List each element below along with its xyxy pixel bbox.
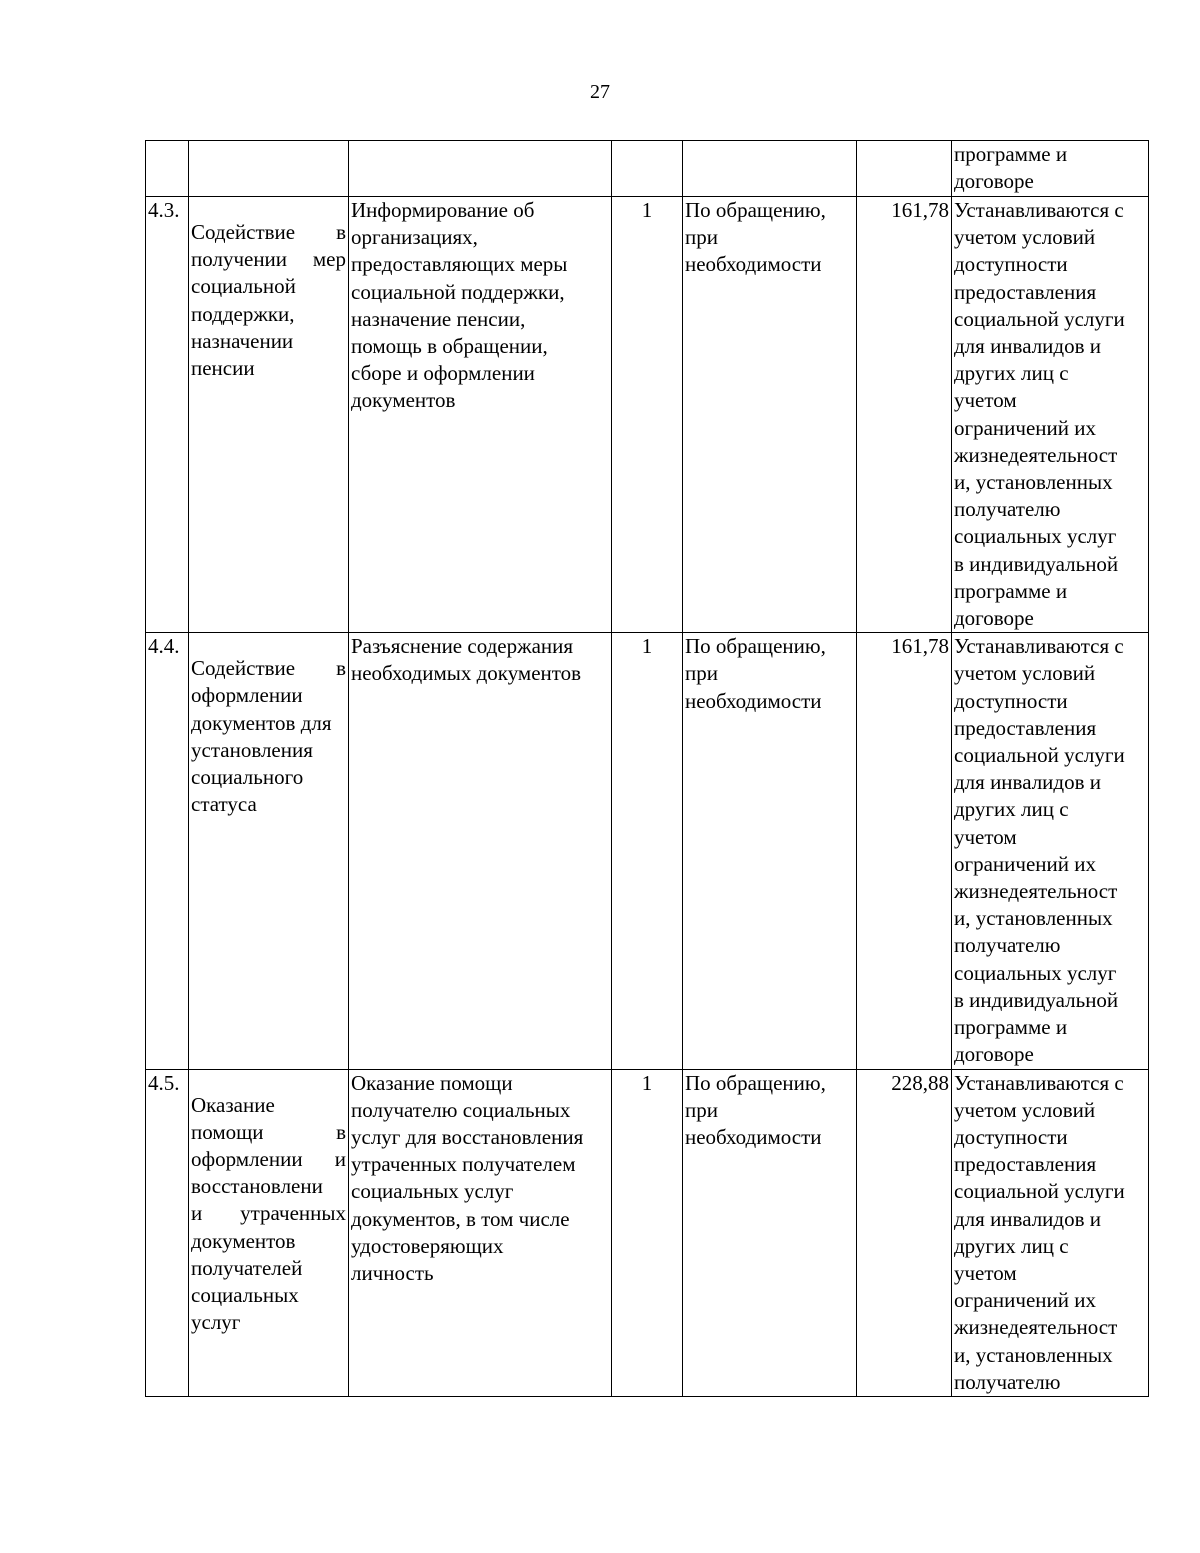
- conditions-line: Устанавливаются с: [954, 198, 1124, 222]
- service-conditions: [952, 633, 1149, 1069]
- conditions-line: получателю: [954, 497, 1061, 522]
- periodicity-line: По обращению,: [685, 1070, 826, 1095]
- periodicity-line: По обращению,: [685, 198, 826, 222]
- conditions-line: ограничений их: [954, 1288, 1096, 1313]
- description-line: Оказание помощи: [351, 1070, 513, 1095]
- name-line: Оказание: [191, 1092, 275, 1117]
- conditions-line: других лиц с: [954, 797, 1069, 822]
- conditions-line: учетом условий: [954, 225, 1096, 250]
- name-line: назначении: [191, 328, 294, 353]
- table-row: [146, 1069, 1149, 1396]
- service-description: [349, 1069, 612, 1396]
- row-number: 4.4.: [146, 633, 189, 1069]
- conditions-line: получателю: [954, 933, 1061, 958]
- description-line: сборе и оформлении: [351, 361, 535, 386]
- table-row-continuation: [146, 141, 1149, 197]
- name-line: пенсии: [191, 356, 255, 381]
- service-price: 228,88: [857, 1069, 952, 1396]
- service-conditions: [952, 1069, 1149, 1396]
- conditions-line: и, установленных: [954, 470, 1113, 495]
- conditions-line: получателю: [954, 1369, 1061, 1394]
- periodicity-line: необходимости: [685, 688, 822, 713]
- name-line: документов: [191, 1228, 296, 1253]
- conditions-line: жизнедеятельност: [954, 442, 1118, 467]
- service-periodicity: [683, 1069, 857, 1396]
- row-number: 4.5.: [146, 1069, 189, 1396]
- service-quantity: 1: [612, 633, 683, 1069]
- description-line: помощь в обращении,: [351, 334, 548, 359]
- name-line: восстановлени: [191, 1174, 323, 1199]
- conditions-line: для инвалидов и: [954, 770, 1101, 795]
- service-name: [189, 1069, 349, 1396]
- conditions-line: программе и: [954, 1015, 1068, 1040]
- conditions-line: других лиц с: [954, 361, 1069, 386]
- row-number: 4.3.: [146, 197, 189, 633]
- description-line: документов, в том числе: [351, 1206, 570, 1231]
- name-line: оформлении: [191, 683, 303, 708]
- description-line: Разъяснение содержания: [351, 634, 574, 659]
- name-line: документов для: [191, 710, 332, 735]
- periodicity-line: при: [685, 1097, 718, 1122]
- name-line: оформлении и: [191, 1146, 346, 1171]
- conditions-line: социальной услуги: [954, 743, 1125, 768]
- service-periodicity: [683, 633, 857, 1069]
- name-line: социального: [191, 765, 304, 790]
- conditions-line: социальных услуг: [954, 524, 1117, 549]
- periodicity-line: при: [685, 661, 718, 686]
- conditions-line: договоре: [954, 169, 1034, 194]
- service-name: [189, 633, 349, 1069]
- conditions-line: учетом: [954, 388, 1017, 413]
- service-quantity: 1: [612, 1069, 683, 1396]
- name-line: помощи в: [191, 1119, 346, 1144]
- conditions-line: предоставления: [954, 279, 1097, 304]
- page-number: 27: [590, 81, 610, 103]
- conditions-line: программе и: [954, 578, 1068, 603]
- description-line: личность: [351, 1260, 434, 1285]
- service-quantity: 1: [612, 197, 683, 633]
- name-line: Содействие в: [191, 656, 346, 681]
- table-row: [146, 633, 1149, 1069]
- conditions-line: других лиц с: [954, 1233, 1069, 1258]
- description-line: документов: [351, 388, 456, 413]
- name-line: и утраченных: [191, 1201, 346, 1226]
- conditions-line: учетом: [954, 824, 1017, 849]
- service-description: [349, 197, 612, 633]
- table-row: [146, 197, 1149, 633]
- conditions-line: доступности: [954, 688, 1068, 713]
- description-line: услуг для восстановления: [351, 1124, 584, 1149]
- cell-description: [349, 141, 612, 197]
- description-line: Информирование об: [351, 198, 535, 222]
- cell-num: [146, 141, 189, 197]
- cell-periodicity: [683, 141, 857, 197]
- cell-name: [189, 141, 349, 197]
- name-line: Содействие в: [191, 220, 346, 244]
- conditions-line: социальной услуги: [954, 306, 1125, 331]
- description-line: назначение пенсии,: [351, 306, 526, 331]
- description-line: предоставляющих меры: [351, 252, 568, 277]
- periodicity-line: необходимости: [685, 252, 822, 277]
- cell-conditions: [952, 141, 1149, 197]
- name-line: установления: [191, 737, 313, 762]
- conditions-line: доступности: [954, 1124, 1068, 1149]
- periodicity-line: необходимости: [685, 1124, 822, 1149]
- name-line: социальных: [191, 1282, 299, 1307]
- cell-quantity: [612, 141, 683, 197]
- conditions-line: для инвалидов и: [954, 334, 1101, 359]
- cell-price: [857, 141, 952, 197]
- conditions-line: для инвалидов и: [954, 1206, 1101, 1231]
- conditions-line: договоре: [954, 606, 1034, 631]
- description-line: социальной поддержки,: [351, 279, 565, 304]
- description-line: получателю социальных: [351, 1097, 571, 1122]
- conditions-line: предоставления: [954, 1152, 1097, 1177]
- conditions-line: учетом условий: [954, 661, 1096, 686]
- periodicity-line: По обращению,: [685, 634, 826, 659]
- service-name: [189, 197, 349, 633]
- conditions-line: ограничений их: [954, 415, 1096, 440]
- conditions-line: в индивидуальной: [954, 551, 1119, 576]
- conditions-line: доступности: [954, 252, 1068, 277]
- service-description: [349, 633, 612, 1069]
- name-line: услуг: [191, 1310, 241, 1335]
- conditions-line: социальных услуг: [954, 960, 1117, 985]
- service-conditions: [952, 197, 1149, 633]
- name-line: получении мер: [191, 247, 346, 272]
- conditions-line: жизнедеятельност: [954, 1315, 1118, 1340]
- periodicity-line: при: [685, 225, 718, 250]
- name-line: поддержки,: [191, 301, 295, 326]
- description-line: необходимых документов: [351, 661, 582, 686]
- description-line: организациях,: [351, 225, 478, 250]
- conditions-line: и, установленных: [954, 906, 1113, 931]
- conditions-line: Устанавливаются с: [954, 634, 1124, 659]
- conditions-line: социальной услуги: [954, 1179, 1125, 1204]
- conditions-line: Устанавливаются с: [954, 1070, 1124, 1095]
- description-line: удостоверяющих: [351, 1233, 504, 1258]
- conditions-line: предоставления: [954, 715, 1097, 740]
- conditions-line: и, установленных: [954, 1342, 1113, 1367]
- service-price: 161,78: [857, 197, 952, 633]
- name-line: получателей: [191, 1255, 303, 1280]
- name-line: статуса: [191, 792, 257, 817]
- description-line: утраченных получателем: [351, 1152, 576, 1177]
- service-periodicity: [683, 197, 857, 633]
- services-table: [145, 140, 1149, 1397]
- description-line: социальных услуг: [351, 1179, 514, 1204]
- conditions-line: учетом условий: [954, 1097, 1096, 1122]
- name-line: социальной: [191, 274, 296, 299]
- conditions-line: в индивидуальной: [954, 987, 1119, 1012]
- conditions-line: жизнедеятельност: [954, 879, 1118, 904]
- conditions-line: договоре: [954, 1042, 1034, 1067]
- conditions-line: учетом: [954, 1260, 1017, 1285]
- service-price: 161,78: [857, 633, 952, 1069]
- conditions-line: программе и: [954, 142, 1068, 166]
- conditions-line: ограничений их: [954, 851, 1096, 876]
